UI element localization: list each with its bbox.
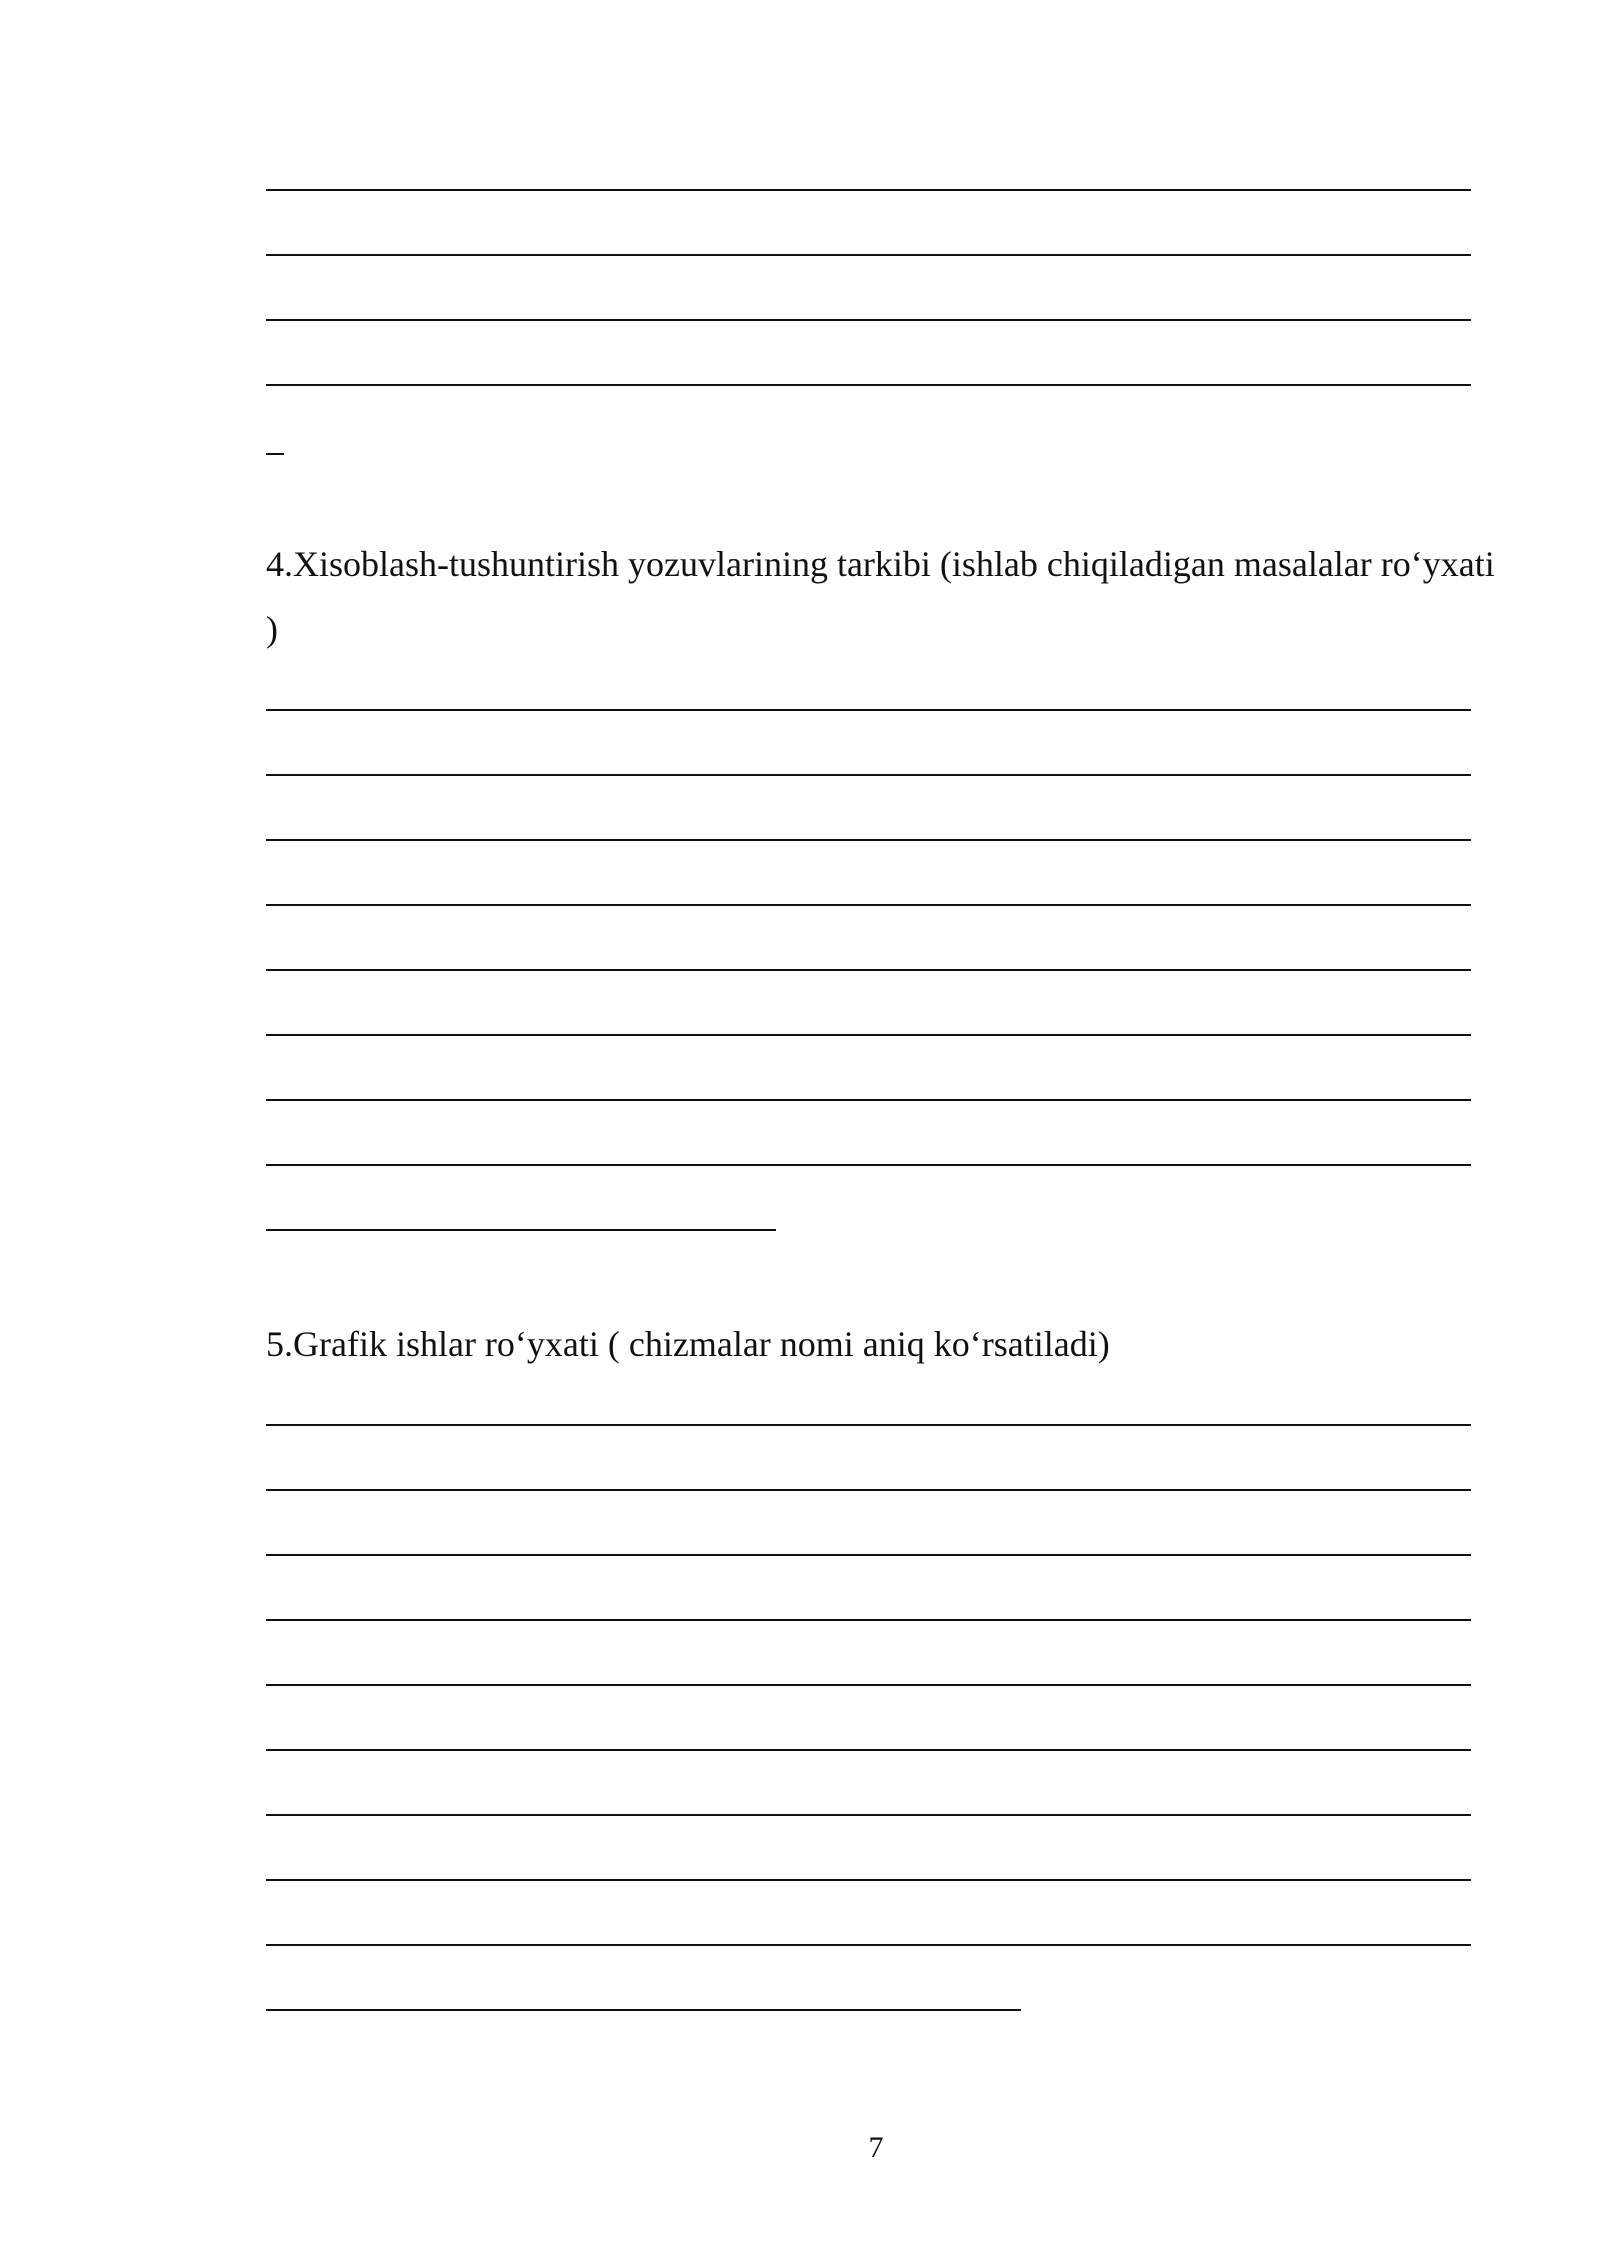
blank-line [266,1489,1471,1491]
section-4-heading: 4.Xisoblash-tushuntirish yozuvlarining tarkibi (ishlab chiqiladigan masalalar ro‘yxati ) [266,544,1495,649]
blank-line [266,1424,1471,1426]
blank-line [266,969,1471,971]
blank-line [266,1749,1471,1751]
page-number: 7 [868,2131,884,2164]
blank-line [266,1814,1471,1816]
blank-line [266,1099,1471,1101]
section-5-heading: 5.Grafik ishlar ro‘yxati ( chizmalar nomi aniq ko‘rsatiladi) [266,1324,1110,1364]
blank-line-stub [266,453,284,455]
blank-line [266,709,1471,711]
blank-line [266,839,1471,841]
blank-line [266,774,1471,776]
blank-line [266,1554,1471,1556]
blank-line [266,1034,1471,1036]
blank-line [266,319,1471,321]
blank-line [266,1164,1471,1166]
blank-line [266,1944,1471,1946]
blank-line-short [266,1229,776,1231]
blank-line [266,189,1471,191]
blank-line [266,1879,1471,1881]
blank-line-short [266,2009,1021,2011]
blank-line [266,904,1471,906]
blank-line [266,1684,1471,1686]
blank-line [266,384,1471,386]
blank-line [266,1619,1471,1621]
blank-line [266,254,1471,256]
